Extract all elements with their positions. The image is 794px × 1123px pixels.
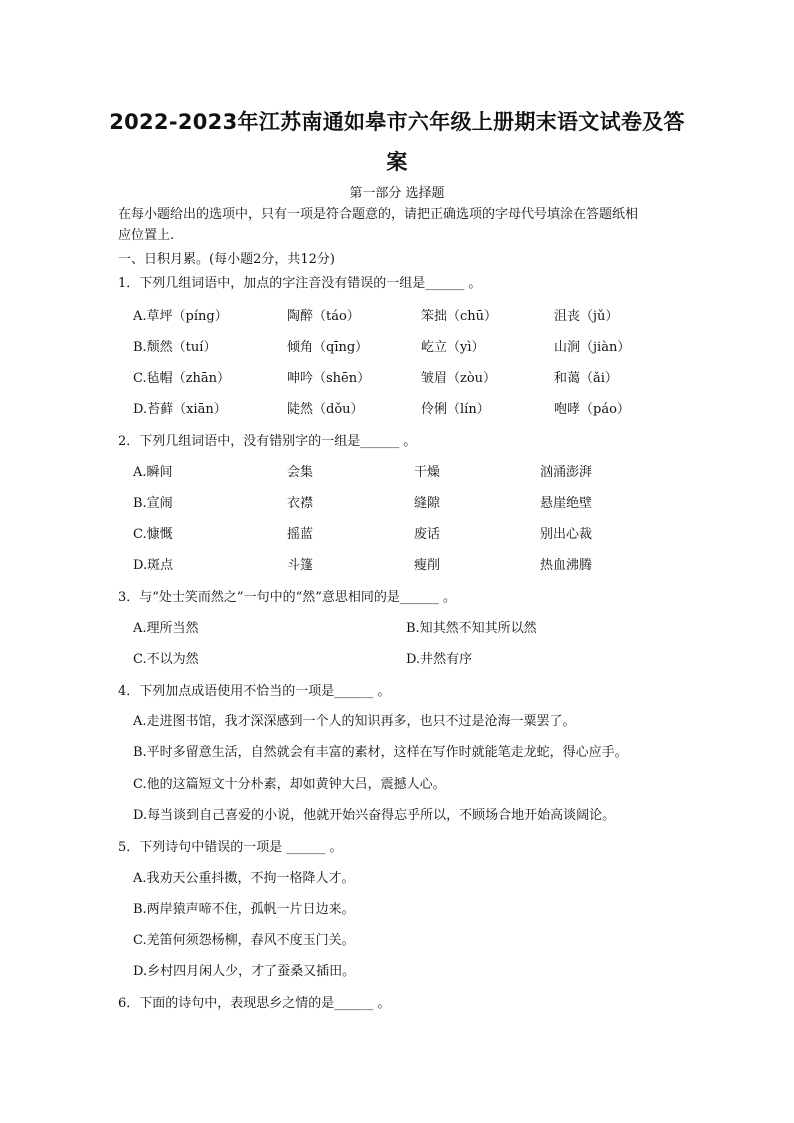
question-6-stem: 6．下面的诗句中，表现思乡之情的是______ 。 bbox=[118, 996, 391, 1011]
q2-option: 斗篷 bbox=[287, 558, 314, 573]
q1-option: 陡然（dǒu） bbox=[287, 402, 364, 417]
q3-option: C.不以为然 bbox=[133, 652, 199, 667]
q1-option: D.苔藓（xiān） bbox=[133, 402, 227, 417]
q2-option: 热血沸腾 bbox=[540, 558, 593, 573]
q2-option: 干燥 bbox=[414, 465, 441, 480]
part1-heading: 一、日积月累。(每小题2分，共12分) bbox=[118, 252, 335, 267]
q2-option: D.斑点 bbox=[133, 558, 174, 573]
q3-option: B.知其然不知其所以然 bbox=[406, 621, 537, 636]
q1-option: 山涧（jiàn） bbox=[554, 340, 631, 355]
q2-option: 汹涌澎湃 bbox=[540, 465, 593, 480]
question-2-stem: 2．下列几组词语中，没有错别字的一组是______ 。 bbox=[118, 434, 417, 449]
q4-option-d: D.每当谈到自己喜爱的小说，他就开始兴奋得忘乎所以，不顾场合地开始高谈阔论。 bbox=[133, 808, 616, 823]
question-3-row-2 bbox=[133, 648, 693, 668]
q1-option: 笨拙（chū） bbox=[421, 309, 498, 324]
question-4-stem: 4．下列加点成语使用不恰当的一项是______ 。 bbox=[118, 684, 391, 699]
q2-option: 废话 bbox=[414, 527, 441, 542]
q2-option: B.宣闹 bbox=[133, 496, 173, 511]
question-2-row-a bbox=[133, 461, 693, 481]
q4-option-c: C.他的这篇短文十分朴素，却如黄钟大吕，震撼人心。 bbox=[133, 777, 446, 792]
question-1-row-c bbox=[133, 367, 693, 387]
q1-option: C.毡帽（zhān） bbox=[133, 371, 230, 386]
q2-option: 瘦削 bbox=[414, 558, 441, 573]
exam-title-line1: 2022-2023年江苏南通如皋市六年级上册期末语文试卷及答 bbox=[109, 110, 685, 134]
q5-option-b: B.两岸猿声啼不住，孤帆一片日边来。 bbox=[133, 902, 355, 917]
question-2-row-b bbox=[133, 492, 693, 512]
q1-option: A.草坪（píng） bbox=[133, 309, 228, 324]
q1-option: 伶俐（lín） bbox=[421, 402, 490, 417]
q2-option: C.慷慨 bbox=[133, 527, 173, 542]
q1-option: 咆哮（páo） bbox=[554, 402, 630, 417]
q1-option: 呻吟（shēn） bbox=[287, 371, 371, 386]
q2-option: 悬崖绝壁 bbox=[540, 496, 593, 511]
question-3-row-1 bbox=[133, 617, 693, 637]
question-2-row-c bbox=[133, 523, 693, 543]
question-1-stem: 1．下列几组词语中，加点的字注音没有错误的一组是______ 。 bbox=[118, 276, 482, 291]
section-heading: 第一部分 选择题 bbox=[349, 186, 445, 201]
q1-option: 和蔼（ǎi） bbox=[554, 371, 618, 386]
q3-option: A.理所当然 bbox=[133, 621, 199, 636]
instructions-line2: 应位置上. bbox=[118, 228, 175, 243]
q2-option: 摇蓝 bbox=[287, 527, 314, 542]
question-1-row-b bbox=[133, 336, 693, 356]
q5-option-d: D.乡村四月闲人少，才了蚕桑又插田。 bbox=[133, 964, 356, 979]
q5-option-c: C.羌笛何须怨杨柳，春风不度玉门关。 bbox=[133, 933, 355, 948]
q2-option: 缝隙 bbox=[414, 496, 441, 511]
exam-title-line2: 案 bbox=[386, 150, 408, 174]
q1-option: 皱眉（zòu） bbox=[421, 371, 497, 386]
q1-option: 陶醉（táo） bbox=[287, 309, 360, 324]
question-3-stem: 3．与“处士笑而然之”一句中的“然”意思相同的是______ 。 bbox=[118, 590, 456, 605]
q1-option: 倾角（qīng） bbox=[287, 340, 369, 355]
q2-option: 别出心裁 bbox=[540, 527, 593, 542]
question-2-row-d bbox=[133, 554, 693, 574]
q4-option-a: A.走进图书馆，我才深深感到一个人的知识再多，也只不过是沧海一粟罢了。 bbox=[133, 714, 576, 729]
q1-option: 沮丧（jǔ） bbox=[554, 309, 619, 324]
q2-option: A.瞬间 bbox=[133, 465, 173, 480]
q1-option: 屹立（yì） bbox=[421, 340, 485, 355]
q4-option-b: B.平时多留意生活，自然就会有丰富的素材，这样在写作时就能笔走龙蛇，得心应手。 bbox=[133, 745, 628, 760]
q5-option-a: A.我劝天公重抖擞，不拘一格降人才。 bbox=[133, 871, 355, 886]
question-1-row-a bbox=[133, 305, 693, 325]
q2-option: 会集 bbox=[287, 465, 314, 480]
question-1-row-d bbox=[133, 398, 693, 418]
instructions-line1: 在每小题给出的选项中，只有一项是符合题意的，请把正确选项的字母代号填涂在答题纸相 bbox=[118, 207, 639, 222]
q3-option: D.井然有序 bbox=[406, 652, 473, 667]
q1-option: B.颓然（tuí） bbox=[133, 340, 217, 355]
question-5-stem: 5．下列诗句中错误的一项是 ______ 。 bbox=[118, 840, 343, 855]
q2-option: 衣襟 bbox=[287, 496, 314, 511]
